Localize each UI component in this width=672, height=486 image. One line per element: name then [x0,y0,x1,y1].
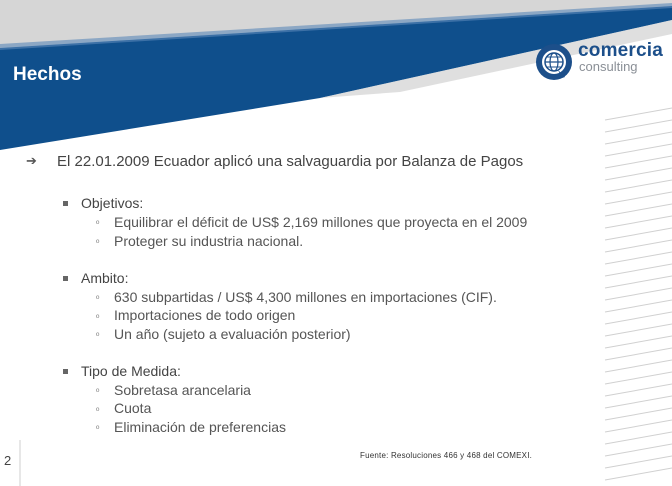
sub-bullet-icon: º [96,294,100,304]
sub-bullet-icon: º [96,331,100,341]
list-item: Proteger su industria nacional. [114,233,304,249]
list-item: Cuota [114,400,152,416]
list-item: 630 subpartidas / US$ 4,300 millones en importaciones (CIF). [114,289,497,305]
arrow-bullet-icon: ➔ [26,153,37,168]
slide-title: Hechos [13,64,82,85]
section-heading: Tipo de Medida: [81,363,181,379]
list-item: Un año (sujeto a evaluación posterior) [114,326,351,342]
sub-bullet-icon: º [96,313,100,323]
logo-wordmark: comercia [578,40,664,61]
square-bullet-icon [63,201,68,206]
list-item: Sobretasa arancelaria [114,382,251,398]
square-bullet-icon [63,369,68,374]
globe-icon [534,42,574,82]
square-bullet-icon [63,276,68,281]
sub-bullet-icon: º [96,406,100,416]
main-point: El 22.01.2009 Ecuador aplicó una salvaguardia por Balanza de Pagos [57,153,524,170]
section-heading: Ambito: [81,270,129,286]
sub-bullet-icon: º [96,387,100,397]
source-note: Fuente: Resoluciones 466 y 468 del COMEXI. [360,451,533,460]
logo-subtitle: consulting [579,59,638,74]
company-logo [534,40,664,84]
sub-bullet-icon: º [96,219,100,229]
sub-bullet-icon: º [96,424,100,434]
page-number: 2 [4,453,12,468]
list-item: Eliminación de preferencias [114,419,286,435]
section-heading: Objetivos: [81,195,144,211]
list-item: Equilibrar el déficit de US$ 2,169 millones que proyecta en el 2009 [114,214,528,230]
sub-bullet-icon: º [96,238,100,248]
list-item: Importaciones de todo origen [114,307,296,323]
